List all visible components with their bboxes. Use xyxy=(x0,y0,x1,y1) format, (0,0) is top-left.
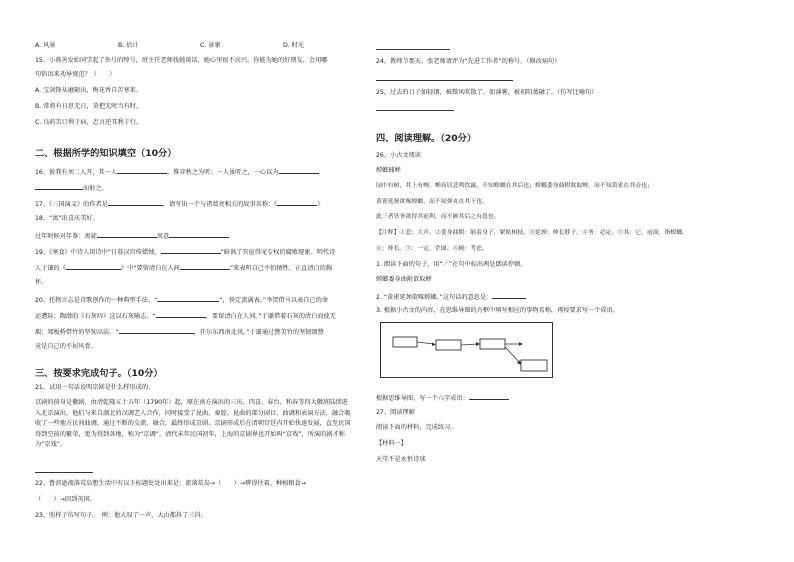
notes-line1: 【注释】①悲：大声。②委身曲附：缩着身子，紧贴树枝。③延颈：伸长脖子。④务：必定。⑤其：它，前面，指螳螂。 xyxy=(376,230,689,236)
q19-blank-1[interactable] xyxy=(161,247,221,254)
q17-blank-2[interactable] xyxy=(277,199,317,206)
q19-text-e: ”来表明自己不怕牺牲，正直清白的胸 xyxy=(229,265,333,272)
q27-intro: 阅读下面的材料，完成练习。 xyxy=(376,424,457,431)
q15-option-b: B. 常将有日思无日，莫把无时当有时。 xyxy=(35,103,143,110)
q19-line2 xyxy=(35,263,332,273)
q15-line1: 15、小燕善发始同学起了外号的绰号，班主任老师找她谈话，她心里很不高兴。你能为她的好朋友，会用哪 xyxy=(35,57,328,64)
q17-text-a: 17、《三国演义》的作者是 xyxy=(35,201,108,208)
arrow-1-head xyxy=(432,343,436,347)
arrow-1 xyxy=(417,342,434,344)
q20-line2 xyxy=(35,311,336,321)
option-a: A. 风景 xyxy=(35,42,56,49)
q24-answer-line[interactable] xyxy=(376,80,513,81)
reading-q2-blank[interactable] xyxy=(492,292,526,299)
q17-text-c: 》 xyxy=(317,201,324,208)
q22-line1: 22、鲁滨逊流落荒岛想生活中有以下标题处处出来是：流落荒岛→（ ）→辨得住着、种植粮食→ xyxy=(35,480,306,487)
q20-text-b: ”，铁定流满表。”李贺借马以表自己的命 xyxy=(219,297,328,304)
section2-title: 二、根据所学的知识填空（10分） xyxy=(35,148,177,159)
reading-q3-followup xyxy=(376,393,509,403)
q16-text-c: 而射之。 xyxy=(83,185,108,192)
arrow-2 xyxy=(461,344,478,345)
q20-line4: 竟是自己的不屈风骨。 xyxy=(35,343,97,350)
q20-text-d: ，要留清白在人间。”于谦借着石灰的清白而使无 xyxy=(205,313,336,320)
q19-blank-2[interactable] xyxy=(66,263,121,270)
section3-title: 三、按要求完成句子。（10分） xyxy=(35,368,163,379)
mind-map xyxy=(380,322,553,378)
reading-q1-sentence: 螳螂委身曲附欲取蝉 xyxy=(376,276,432,283)
reading-q2-text: 2. “黄雀延颈欲啄螳螂。”这句话的意思是： xyxy=(376,294,493,301)
q17-text-b: ，请写出一个与诸葛亮相关的故事名称：《 xyxy=(162,201,278,208)
option-c: C. 景象 xyxy=(200,42,221,49)
arrow-4 xyxy=(505,347,520,363)
q18-line1: 18、“寓”出喜庆美好。 xyxy=(35,215,99,222)
q16-blank-2[interactable] xyxy=(279,167,319,174)
q23: 23、照样子仿写句子。 例：他大叹了一声，大山都抖了三抖。 xyxy=(35,512,207,519)
reading-q3: 3. 根据小古文的内容，在思维导图的方框中填写相应的事物名称，再按要求写一个成语。 xyxy=(376,307,619,314)
q16-text-a: 16、彼我有刘二人开，其一人 xyxy=(35,169,118,176)
q25: 25、过去的日子如轻烟，被微风吹散了，如薄雾，被初阳蒸融了。（仿写比喻句） xyxy=(376,89,598,96)
story-line1: 园中有树，其上有蝉，蝉高居悲鸣饮露，不知螳螂在其后也；螳螂委身曲附欲取蝉，而不知黄雀在其旁也； xyxy=(376,183,653,189)
q16-text-b: ，惟弈秋之为听；一人虽听之，一心以为 xyxy=(167,169,279,176)
arrow-2-head xyxy=(476,342,480,346)
q16-cont xyxy=(35,183,108,193)
q15-option-a: A. 宝剑锋从磨砺出，梅花香自苦寒来。 xyxy=(35,87,143,94)
reading-q3-blank[interactable] xyxy=(469,393,509,400)
q16 xyxy=(35,167,319,177)
q15-line2: 句俗语来劝导规范？（ ） xyxy=(35,71,116,78)
q20-line3 xyxy=(35,327,324,337)
story-title: 螳螂捕蝉 xyxy=(376,167,401,174)
story-line3: 此三者皆务欲得其前利，而不顾其后之有患也。 xyxy=(376,214,500,220)
q22-line2: （ ）→回到英国。 xyxy=(35,496,96,503)
q18-text-b: 寓意 xyxy=(156,233,170,240)
q21-line: 21、试用一句话说明京剧是什么样形成的。 xyxy=(35,384,155,391)
q19-text-b: ”暗讽了官宦得宠专权的腐败现象。明代诗 xyxy=(220,249,336,256)
q19-line1 xyxy=(35,247,335,257)
mind-map-box-4 xyxy=(521,360,547,371)
q26-title: 26、小古文阅读 xyxy=(376,152,421,159)
q17 xyxy=(35,199,324,209)
q18-blank-2[interactable] xyxy=(169,231,229,238)
material-title: 天堂不是永恒诗球 xyxy=(376,456,426,463)
q21-passage: 京剧的前身是徽剧，由清乾隆五十五年（1790年）起，原在南方演出的三庆、四喜、春台、和春等四大徽班陆续进入北京演出，他们与来自湖北的汉调艺人合作，同时接受了昆曲、秦腔、昆曲的部分剧目、曲调和表演方法，融合吸收了一些地方民间曲调，通过不断的交流、融合，最终形成京剧。京剧形成后在清朝宫廷内开始快速发展，直至民国得到空前的繁荣，更为得到各地，称为“京调”，清代末年民国初年，上海的京剧界也开始叫“京戏”，所演的剧才称为“京戏”。 xyxy=(35,399,351,448)
reading-q1: 1. 朗读下面的句子，用“／”在句中标出两处朗读停顿。 xyxy=(376,261,527,268)
material-label: 【材料一】 xyxy=(376,440,407,447)
option-b: B. 估计 xyxy=(118,42,139,49)
q19-text-c: 人于谦的《 xyxy=(35,265,66,272)
q21-answer-line[interactable] xyxy=(35,472,93,473)
mind-map-box-2 xyxy=(436,340,461,350)
q27-title: 27、阅读理解 xyxy=(376,409,415,416)
q19-line3: 怀。 xyxy=(35,279,48,286)
q20-blank-2[interactable] xyxy=(156,311,206,318)
q25-answer-line[interactable] xyxy=(376,110,454,111)
q17-blank-1[interactable] xyxy=(108,199,163,206)
section4-title: 四、阅读理解。（20分） xyxy=(376,133,477,144)
q20-text-c: 运遭际；陶潜的《石灰吟》这以石灰喻志。“ xyxy=(35,313,156,320)
mind-map-box-3 xyxy=(480,339,505,349)
q23-answer-line[interactable] xyxy=(376,49,450,50)
q20-text-a: 20、托物言志是诗歌创作的一种典型手法。“ xyxy=(35,297,158,304)
mind-map-arrows xyxy=(381,323,554,379)
q24: 24、教师节那天，张老师请评为“先进工作者”的称号。（修改病句） xyxy=(376,58,561,65)
story-line2: 黄雀延颈欲啄螳螂，而不知弹丸在其下也。 xyxy=(376,199,488,205)
q16-blank-3[interactable] xyxy=(35,183,83,190)
arrow-3-head xyxy=(519,342,523,346)
q20-blank-3[interactable] xyxy=(119,327,194,334)
notes-line2: ⑥：伸长。⑦：一定，企图。⑧顾：考虑。 xyxy=(376,246,488,252)
q15-option-c: C. 良药苦口利于病，忠言逆耳利于行。 xyxy=(35,119,143,126)
q18-blank-1[interactable] xyxy=(97,231,157,238)
q20-text-f: ，任尔东西南北风。”于谦通过赞美竹的坚韧颂赞 xyxy=(193,329,324,336)
q16-blank-1[interactable] xyxy=(117,167,167,174)
reading-q2 xyxy=(376,292,526,302)
q18-line2 xyxy=(35,231,229,241)
q20-blank-1[interactable] xyxy=(157,295,219,302)
q19-text-a: 19、《寒食》中诗人用诗中“日暮汉宫传蜡烛， xyxy=(35,249,161,256)
q18-text-a: 过年时候对年鉴：寓旋 xyxy=(35,233,97,240)
q20-line1 xyxy=(35,295,328,305)
option-d: D. 时光 xyxy=(283,42,305,49)
reading-q3-followup-text: 根据思维导图，写一个八字成语： xyxy=(376,395,469,402)
q20-text-e: 瑕；郑板桥借竹的坚韧高洁。“ xyxy=(35,329,119,336)
q19-blank-3[interactable] xyxy=(180,263,230,270)
mind-map-box-1 xyxy=(393,337,417,347)
q19-text-d: 》中“要留清白在人间 xyxy=(120,265,180,272)
